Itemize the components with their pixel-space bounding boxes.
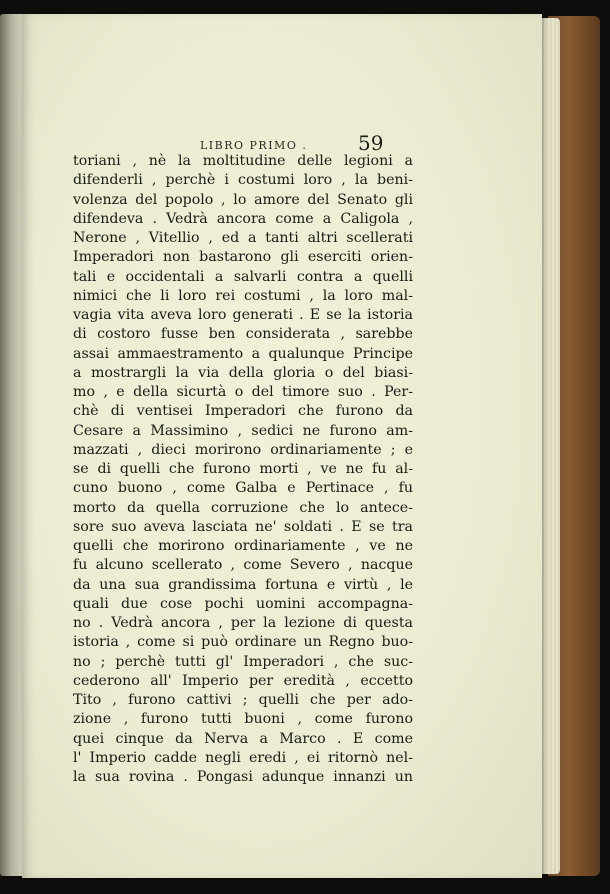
text-line: a mostrargli la via della gloria o del biasi- — [73, 364, 413, 381]
running-title: LIBRO PRIMO . — [200, 139, 308, 152]
text-line: quali due cose pochi uomini accompagna- — [73, 595, 413, 612]
text-line: assai ammaestramento a qualunque Principe — [73, 345, 413, 362]
text-line: se di quelli che furono morti , ve ne fu al- — [73, 461, 413, 477]
text-line: la sua rovina . Pongasi adunque innanzi un — [73, 769, 413, 785]
text-line: difenderli , perchè i costumi loro , la beni- — [73, 172, 413, 189]
text-line: cuno buono , come Galba e Pertinace , fu — [73, 480, 413, 497]
text-line: no ; perchè tutti gl' Imperadori , che suc- — [73, 653, 413, 670]
text-line: di costoro fusse ben considerata , sarebbe — [73, 326, 413, 343]
text-line: quei cinque da Nerva a Marco . E come — [73, 730, 413, 747]
text-line: Nerone , Vitellio , ed a tanti altri scellerati — [73, 230, 413, 246]
text-line: vagia vita aveva loro generati . E se la istoria — [73, 307, 413, 323]
text-line: mo , e della sicurtà o del timore suo . Per- — [73, 384, 413, 400]
text-line: mazzati , dieci morirono ordinariamente ; e — [73, 441, 413, 458]
text-line: morto da quella corruzione che lo antece- — [73, 499, 413, 516]
text-line: no . Vedrà ancora , per la lezione di questa — [73, 615, 413, 631]
text-line: tali e occidentali a salvarli contra a quelli — [73, 268, 413, 285]
text-line: Imperadori non bastarono gli eserciti orien- — [73, 249, 413, 266]
text-block — [73, 152, 413, 787]
text-line: quelli che morirono ordinariamente , ve ne — [73, 538, 413, 554]
text-line: cederono all' Imperio per eredità , eccetto — [73, 672, 413, 689]
text-line: fu alcuno scellerato , come Severo , nacque — [73, 557, 413, 574]
text-line: sore suo aveva lasciata ne' soldati . E se tra — [73, 518, 413, 535]
text-line: nimici che li loro rei costumi , la loro mal- — [73, 287, 413, 304]
text-line: chè di ventisei Imperadori che furono da — [73, 403, 413, 420]
book-page — [22, 14, 542, 878]
text-line: difendeva . Vedrà ancora come a Caligola , — [73, 210, 413, 227]
text-line: Cesare a Massimino , sedici ne furono am- — [73, 422, 413, 439]
text-line: zione , furono tutti buoni , come furono — [73, 711, 413, 728]
text-line: volenza del popolo , lo amore del Senato gli — [73, 191, 413, 208]
text-line: l' Imperio cadde negli eredi , ei ritornò nel- — [73, 749, 413, 766]
text-line: toriani , nè la moltitudine delle legioni a — [73, 153, 413, 169]
page-number: 59 — [358, 131, 384, 155]
text-line: Tito , furono cattivi ; quelli che per ado- — [73, 692, 413, 708]
text-line: istoria , come si può ordinare un Regno buo- — [73, 634, 413, 651]
text-line: da una sua grandissima fortuna e virtù , le — [73, 576, 413, 593]
